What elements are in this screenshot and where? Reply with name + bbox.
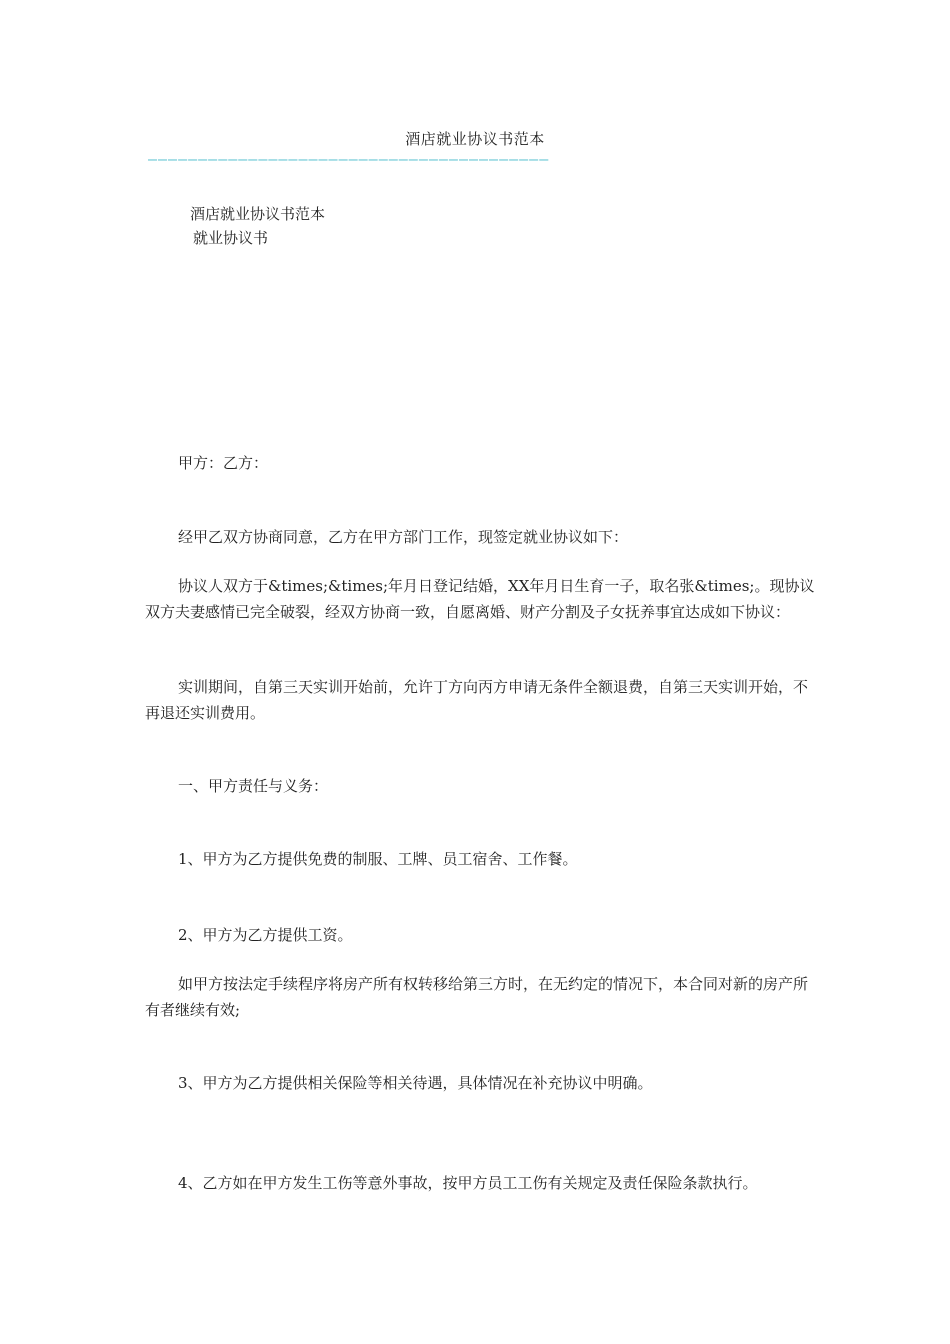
property-paragraph: 如甲方按法定手续程序将房产所有权转移给第三方时，在无约定的情况下，本合同对新的房产所有者继续有效;: [145, 975, 809, 1019]
list-item-4: 4、乙方如在甲方发生工伤等意外事故，按甲方员工工伤有关规定及责任保险条款执行。: [178, 1174, 758, 1192]
list-item-2: 2、甲方为乙方提供工资。: [178, 926, 353, 944]
intro-paragraph: 经甲乙双方协商同意，乙方在甲方部门工作，现签定就业协议如下：: [178, 528, 629, 546]
header-title: 酒店就业协议书范本: [405, 130, 545, 148]
doc-subtitle: 就业协议书: [193, 229, 269, 247]
list-item-3: 3、甲方为乙方提供相关保险等相关待遇，具体情况在补充协议中明确。: [178, 1074, 653, 1092]
header-divider: ————————————————————————————————————————: [148, 150, 550, 168]
doc-title: 酒店就业协议书范本: [190, 205, 326, 223]
marriage-paragraph: 协议人双方于&times;&times;年月日登记结婚，XX年月日生育一子，取名张&times;。现协议双方夫妻感情已完全破裂，经双方协商一致，自愿离婚、财产分割及子女抚养事宜达成如下协议：: [145, 577, 815, 621]
list-item-1: 1、甲方为乙方提供免费的制服、工牌、员工宿舍、工作餐。: [178, 850, 578, 868]
training-paragraph: 实训期间，自第三天实训开始前，允许丁方向丙方申请无条件全额退费，自第三天实训开始，不再退还实训费用。: [145, 678, 809, 722]
section-one-heading: 一、甲方责任与义务：: [178, 777, 329, 795]
parties-line: 甲方：乙方：: [178, 454, 269, 472]
